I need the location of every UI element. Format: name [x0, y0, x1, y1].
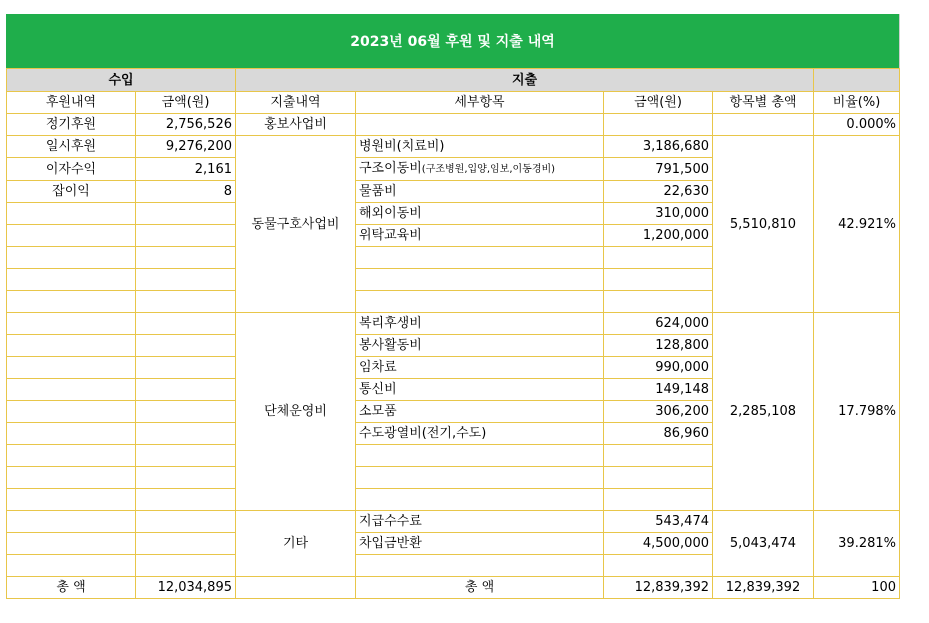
income-amount: 8 — [136, 181, 236, 203]
empty-cell — [356, 555, 604, 577]
empty-cell — [7, 357, 136, 379]
total-ratio: 100 — [814, 577, 900, 599]
expense-amount: 128,800 — [604, 335, 713, 357]
blank-header-cell — [814, 69, 900, 92]
expense-amount: 306,200 — [604, 401, 713, 423]
empty-cell — [604, 445, 713, 467]
empty-cell — [7, 313, 136, 335]
income-label: 정기후원 — [7, 114, 136, 136]
expense-amount: 22,630 — [604, 181, 713, 203]
expense-detail-cell — [356, 423, 604, 445]
empty-cell — [604, 247, 713, 269]
empty-cell — [356, 291, 604, 313]
empty-cell — [136, 445, 236, 467]
income-total-amount: 12,034,895 — [136, 577, 236, 599]
expense-amount: 86,960 — [604, 423, 713, 445]
header-expense-item: 지출내역 — [236, 92, 356, 114]
empty-cell — [136, 269, 236, 291]
empty-cell — [356, 114, 604, 136]
grand-category-total: 12,839,392 — [713, 577, 814, 599]
expense-amount: 149,148 — [604, 379, 713, 401]
expense-detail-name: 병원비(치료비) — [359, 139, 445, 154]
empty-cell — [7, 445, 136, 467]
empty-cell — [7, 335, 136, 357]
income-section-header: 수입 — [7, 69, 236, 92]
income-amount: 2,161 — [136, 158, 236, 181]
expense-detail-name: 소모품 — [359, 404, 397, 419]
empty-cell — [136, 335, 236, 357]
empty-cell — [7, 467, 136, 489]
expense-amount: 543,474 — [604, 511, 713, 533]
income-total-label: 총 액 — [7, 577, 136, 599]
expense-amount: 1,200,000 — [604, 225, 713, 247]
expense-total-label: 총 액 — [356, 577, 604, 599]
section-header-row — [7, 69, 900, 92]
empty-cell — [136, 291, 236, 313]
expense-section-header: 지출 — [236, 69, 814, 92]
category-ratio: 42.921% — [814, 136, 900, 313]
expense-group-label: 동물구호사업비 — [236, 136, 356, 313]
empty-cell — [136, 511, 236, 533]
expense-amount: 3,186,680 — [604, 136, 713, 158]
header-income-amount: 금액(원) — [136, 92, 236, 114]
header-expense-amount: 금액(원) — [604, 92, 713, 114]
empty-cell — [604, 269, 713, 291]
expense-detail-cell — [356, 181, 604, 203]
expense-detail-cell — [356, 136, 604, 158]
expense-detail-name: 복리후생비 — [359, 316, 422, 331]
expense-detail-cell — [356, 357, 604, 379]
empty-cell — [604, 555, 713, 577]
expense-amount: 624,000 — [604, 313, 713, 335]
category-total: 2,285,108 — [713, 313, 814, 511]
expense-detail-cell — [356, 335, 604, 357]
header-category-total: 항목별 총액 — [713, 92, 814, 114]
income-label: 이자수익 — [7, 158, 136, 181]
empty-cell — [136, 423, 236, 445]
empty-cell — [7, 247, 136, 269]
category-total: 5,510,810 — [713, 136, 814, 313]
expense-detail-cell — [356, 203, 604, 225]
expense-amount: 990,000 — [604, 357, 713, 379]
empty-cell — [136, 379, 236, 401]
empty-cell — [7, 555, 136, 577]
empty-cell — [136, 489, 236, 511]
empty-cell — [7, 291, 136, 313]
empty-cell — [7, 269, 136, 291]
empty-cell — [356, 269, 604, 291]
empty-cell — [356, 467, 604, 489]
empty-cell — [136, 247, 236, 269]
table-row — [7, 136, 900, 158]
empty-cell — [7, 225, 136, 247]
expense-detail-name: 구조이동비 — [359, 161, 422, 176]
income-label: 잡이익 — [7, 181, 136, 203]
empty-cell — [136, 533, 236, 555]
table-row — [7, 313, 900, 335]
empty-cell — [7, 423, 136, 445]
empty-cell — [7, 379, 136, 401]
empty-cell — [604, 114, 713, 136]
expense-detail-name: 수도광열비(전기,수도) — [359, 426, 487, 441]
empty-cell — [604, 489, 713, 511]
promo-label: 홍보사업비 — [236, 114, 356, 136]
empty-cell — [604, 467, 713, 489]
expense-group-label: 기타 — [236, 511, 356, 577]
totals-row — [7, 577, 900, 599]
category-ratio: 39.281% — [814, 511, 900, 577]
empty-cell — [136, 203, 236, 225]
expense-detail-name: 위탁교육비 — [359, 228, 422, 243]
empty-cell — [236, 577, 356, 599]
empty-cell — [136, 555, 236, 577]
expense-amount: 791,500 — [604, 158, 713, 181]
finance-table — [6, 68, 900, 599]
expense-detail-cell — [356, 511, 604, 533]
expense-detail-name: 봉사활동비 — [359, 338, 422, 353]
expense-detail-cell — [356, 379, 604, 401]
expense-detail-cell — [356, 225, 604, 247]
expense-detail-cell — [356, 158, 604, 181]
expense-detail-cell — [356, 533, 604, 555]
empty-cell — [356, 489, 604, 511]
empty-cell — [604, 291, 713, 313]
header-ratio: 비율(%) — [814, 92, 900, 114]
expense-detail-name: 차입금반환 — [359, 536, 422, 551]
expense-detail-name: 임차료 — [359, 360, 397, 375]
column-divider — [899, 14, 900, 68]
empty-cell — [7, 511, 136, 533]
empty-cell — [7, 203, 136, 225]
empty-cell — [136, 467, 236, 489]
category-total: 5,043,474 — [713, 511, 814, 577]
empty-cell — [136, 313, 236, 335]
table-row — [7, 511, 900, 533]
empty-cell — [356, 445, 604, 467]
expense-total-amount: 12,839,392 — [604, 577, 713, 599]
expense-detail-name: 통신비 — [359, 382, 397, 397]
expense-amount: 4,500,000 — [604, 533, 713, 555]
empty-cell — [356, 247, 604, 269]
income-amount: 9,276,200 — [136, 136, 236, 158]
table-row — [7, 114, 900, 136]
expense-detail-note: (구조병원,입양,임보,이동경비) — [421, 164, 556, 175]
expense-detail-name: 지급수수료 — [359, 514, 422, 529]
sheet-title: 2023년 06월 후원 및 지출 내역 — [6, 14, 899, 68]
empty-cell — [136, 401, 236, 423]
expense-detail-cell — [356, 401, 604, 423]
income-label: 일시후원 — [7, 136, 136, 158]
empty-cell — [7, 401, 136, 423]
empty-cell — [7, 489, 136, 511]
empty-cell — [713, 114, 814, 136]
header-detail: 세부항목 — [356, 92, 604, 114]
empty-cell — [136, 225, 236, 247]
expense-detail-name: 물품비 — [359, 184, 397, 199]
column-header-row — [7, 92, 900, 114]
expense-group-label: 단체운영비 — [236, 313, 356, 511]
expense-detail-cell — [356, 313, 604, 335]
header-income-item: 후원내역 — [7, 92, 136, 114]
empty-cell — [7, 533, 136, 555]
empty-cell — [136, 357, 236, 379]
income-amount: 2,756,526 — [136, 114, 236, 136]
promo-ratio: 0.000% — [814, 114, 900, 136]
expense-amount: 310,000 — [604, 203, 713, 225]
expense-detail-name: 해외이동비 — [359, 206, 422, 221]
category-ratio: 17.798% — [814, 313, 900, 511]
